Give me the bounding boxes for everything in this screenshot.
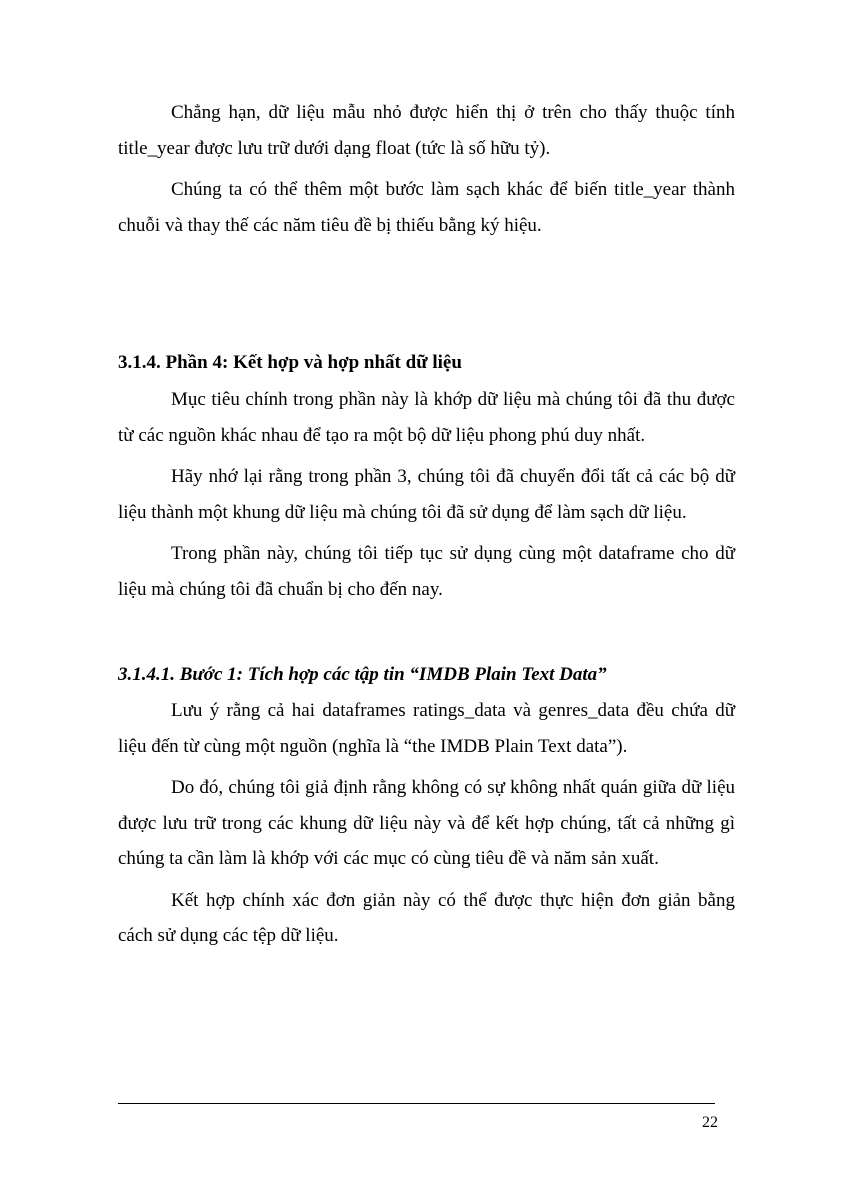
paragraph-recall-part3: Hãy nhớ lại rằng trong phần 3, chúng tôi đã chuyển đổi tất cả các bộ dữ liệu thành một khung dữ liệu mà chúng tôi đã sử dụng để làm sạch dữ liệu. [118,466,735,523]
subsection-heading: 3.1.4.1. Bước 1: Tích hợp các tập tin “IMDB Plain Text Data” [118,664,607,685]
page-number: 22 [702,1114,718,1131]
section-body-block [118,382,735,607]
paragraph-title-year-float: Chẳng hạn, dữ liệu mẫu nhỏ được hiển thị ở trên cho thấy thuộc tính title_year được lưu trữ dưới dạng float (tức là số hữu tỷ). [118,102,735,159]
paragraph-continue-dataframe: Trong phần này, chúng tôi tiếp tục sử dụng cùng một dataframe cho dữ liệu mà chúng tôi đã chuẩn bị cho đến nay. [118,543,735,600]
paragraph-assumption: Do đó, chúng tôi giả định rằng không có sự không nhất quán giữa dữ liệu được lưu trữ trong các khung dữ liệu này và để kết hợp chúng, tất cả những gì chúng ta cần làm là khớp với các mục có cùng tiêu đề và năm sản xuất. [118,777,735,869]
footer-divider [118,1103,715,1104]
paragraph-exact-match: Kết hợp chính xác đơn giản này có thể được thực hiện đơn giản bằng cách sử dụng các tệp dữ liệu. [118,889,735,946]
paragraph-cleaning-step: Chúng ta có thể thêm một bước làm sạch khác để biến title_year thành chuỗi và thay thế các năm tiêu đề bị thiếu bằng ký hiệu. [118,179,735,236]
section-heading: 3.1.4. Phần 4: Kết hợp và hợp nhất dữ liệu [118,352,462,373]
intro-block [118,95,735,243]
paragraph-ratings-genres: Lưu ý rằng cả hai dataframes ratings_data và genres_data đều chứa dữ liệu đến từ cùng một nguồn (nghĩa là “the IMDB Plain Text data”). [118,700,735,757]
subsection-body-block [118,693,735,954]
paragraph-goal: Mục tiêu chính trong phần này là khớp dữ liệu mà chúng tôi đã thu được từ các nguồn khác nhau để tạo ra một bộ dữ liệu phong phú duy nhất. [118,389,735,446]
